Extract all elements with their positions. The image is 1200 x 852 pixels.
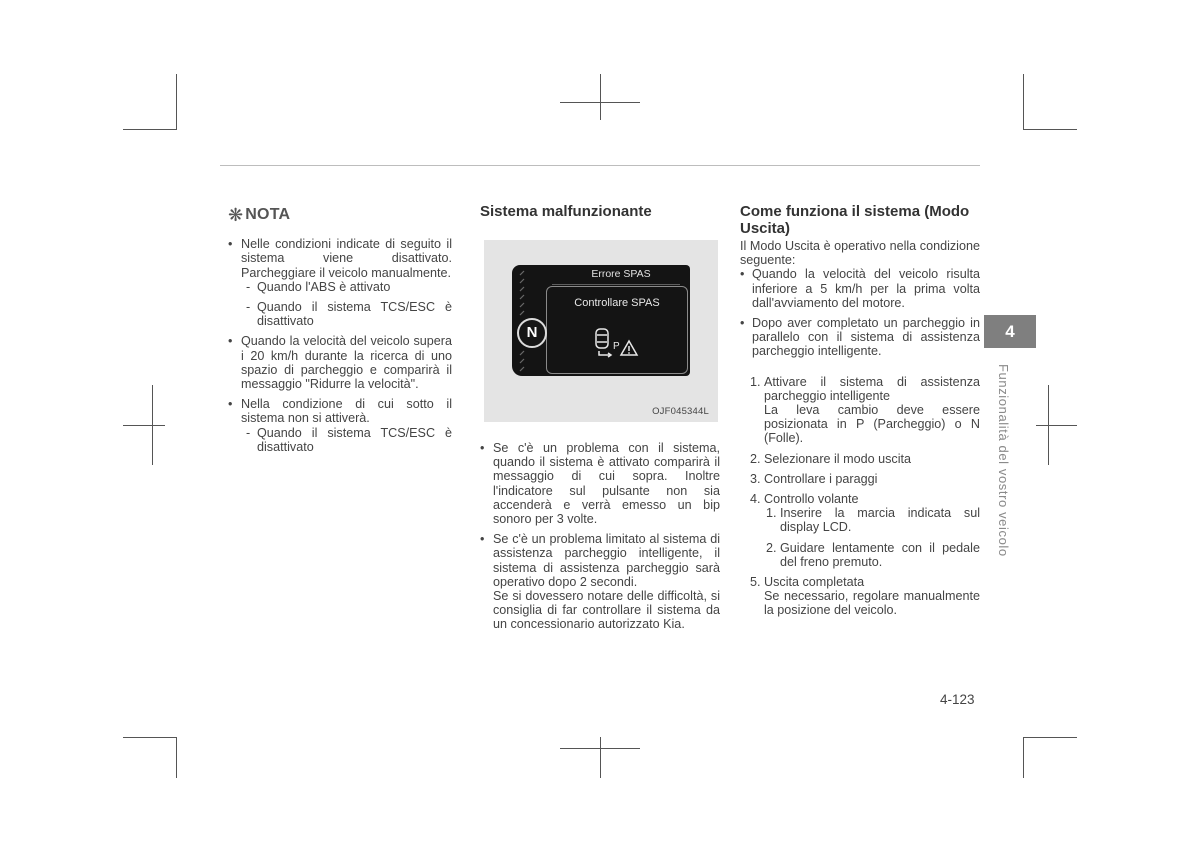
crop-mark: [1023, 74, 1024, 130]
header-rule: [220, 165, 980, 166]
screen-message-box: [546, 286, 688, 374]
step-detail: La leva cambio deve essere posizionata in P (Parcheggio) o N (Folle).: [764, 403, 980, 446]
step-text: Uscita completata: [764, 575, 865, 590]
malfunction-bullet: [480, 532, 720, 631]
section-heading: Sistema malfunzionante: [480, 203, 652, 220]
registration-mark: [560, 748, 640, 749]
chapter-tab: 4: [984, 315, 1036, 348]
step-detail: Se necessario, regolare manualmente la posizione del veicolo.: [764, 589, 980, 618]
step-item: [740, 375, 980, 446]
step-text: Selezionare il modo uscita: [764, 451, 912, 466]
note-subitem: - Quando l'ABS è attivato: [228, 280, 452, 294]
figure-code: OJF045344L: [652, 406, 709, 417]
note-item: • Quando la velocità del veicolo supera i 20 km/h durante la ricerca di uno spazio di parcheggio e comparirà il messaggio "Ridurre la velocità".: [228, 334, 452, 391]
step-number: 1.: [750, 374, 761, 389]
page-number: 4-123: [940, 692, 975, 707]
note-box: [228, 205, 452, 454]
parking-assist-warning-icon: [592, 327, 644, 361]
step-number: 3.: [750, 471, 761, 486]
crop-mark: [1023, 737, 1077, 738]
asterisk-icon: ❋: [228, 205, 244, 225]
exit-mode-intro: Il Modo Uscita è operativo nella condizione seguente:: [740, 239, 980, 268]
crop-mark: [123, 129, 177, 130]
substep-number: 1.: [766, 506, 777, 521]
cluster-figure: [484, 240, 718, 422]
chapter-title: Funzionalità del vostro veicolo: [996, 364, 1011, 557]
note-title: [228, 205, 452, 225]
crop-mark: [1023, 737, 1024, 778]
note-subitem: - Quando il sistema TCS/ESC è disattivato: [228, 426, 452, 454]
crop-mark: [176, 737, 177, 778]
exit-mode-bullet: • Dopo aver completato un parcheggio in parallelo con il sistema di assistenza parcheggio intelligente.: [740, 316, 980, 359]
note-subitem: - Quando il sistema TCS/ESC è disattivato: [228, 300, 452, 328]
svg-text:P: P: [613, 341, 620, 352]
screen-title: Errore SPAS: [591, 268, 651, 280]
screen-divider: [552, 284, 680, 285]
note-item: • Nella condizione di cui sotto il sistema non si attiverà.: [228, 397, 452, 425]
step-number: 4.: [750, 492, 761, 507]
substep-text: Guidare lentamente con il pedale del freno premuto.: [780, 540, 980, 569]
step-number: 5.: [750, 575, 761, 590]
registration-mark: [1036, 425, 1077, 426]
step-item: [740, 472, 980, 486]
substep-number: 2.: [766, 540, 777, 555]
crop-mark: [123, 737, 177, 738]
malfunction-section: [480, 203, 720, 220]
substep-text: Inserire la marcia indicata sul display LCD.: [780, 506, 980, 535]
step-item: [740, 452, 980, 466]
step-number: 2.: [750, 451, 761, 466]
screen-message: Controllare SPAS: [574, 297, 660, 309]
substep-item: [740, 541, 980, 569]
registration-mark: [560, 102, 640, 103]
crop-mark: [1023, 129, 1077, 130]
gear-indicator: N: [517, 318, 547, 348]
malfunction-bullet: • Se c'è un problema con il sistema, quando il sistema è attivato comparirà il messaggio di cui sopra. Inoltre l'indicatore sul pulsante non sia accenderà e verrà emesso un bip sonoro per 3 volte.: [480, 441, 720, 526]
section-heading: Come funziona il sistema (Modo Uscita): [740, 203, 970, 237]
registration-mark: [600, 74, 601, 120]
crop-mark: [176, 74, 177, 130]
malfunction-bullets: [480, 441, 720, 632]
registration-mark: [123, 425, 165, 426]
step-text: Controllo volante: [764, 492, 859, 507]
exit-mode-section: [740, 203, 980, 618]
substep-item: [740, 506, 980, 534]
malfunction-bullet-text: • Se c'è un problema limitato al sistema di assistenza parcheggio intelligente, il sistema di assistenza parcheggio sarà operativo dopo 2 secondi.: [493, 532, 720, 589]
note-item: • Nelle condizioni indicate di seguito il sistema viene disattivato. Parcheggiare il veicolo manualmente.: [228, 237, 452, 280]
note-title-text: NOTA: [245, 206, 291, 223]
exit-mode-bullet: • Quando la velocità del veicolo risulta inferiore a 5 km/h per la prima volta dall'avviamento del motore.: [740, 267, 980, 310]
malfunction-bullet-extra: Se si dovessero notare delle difficoltà, si consiglia di far controllare il sistema da un concessionario autorizzato Kia.: [493, 589, 720, 632]
registration-mark: [600, 737, 601, 778]
step-item: [740, 575, 980, 618]
step-text: Attivare il sistema di assistenza parcheggio intelligente: [764, 374, 980, 403]
step-item: [740, 492, 980, 506]
step-text: Controllare i paraggi: [764, 471, 878, 486]
